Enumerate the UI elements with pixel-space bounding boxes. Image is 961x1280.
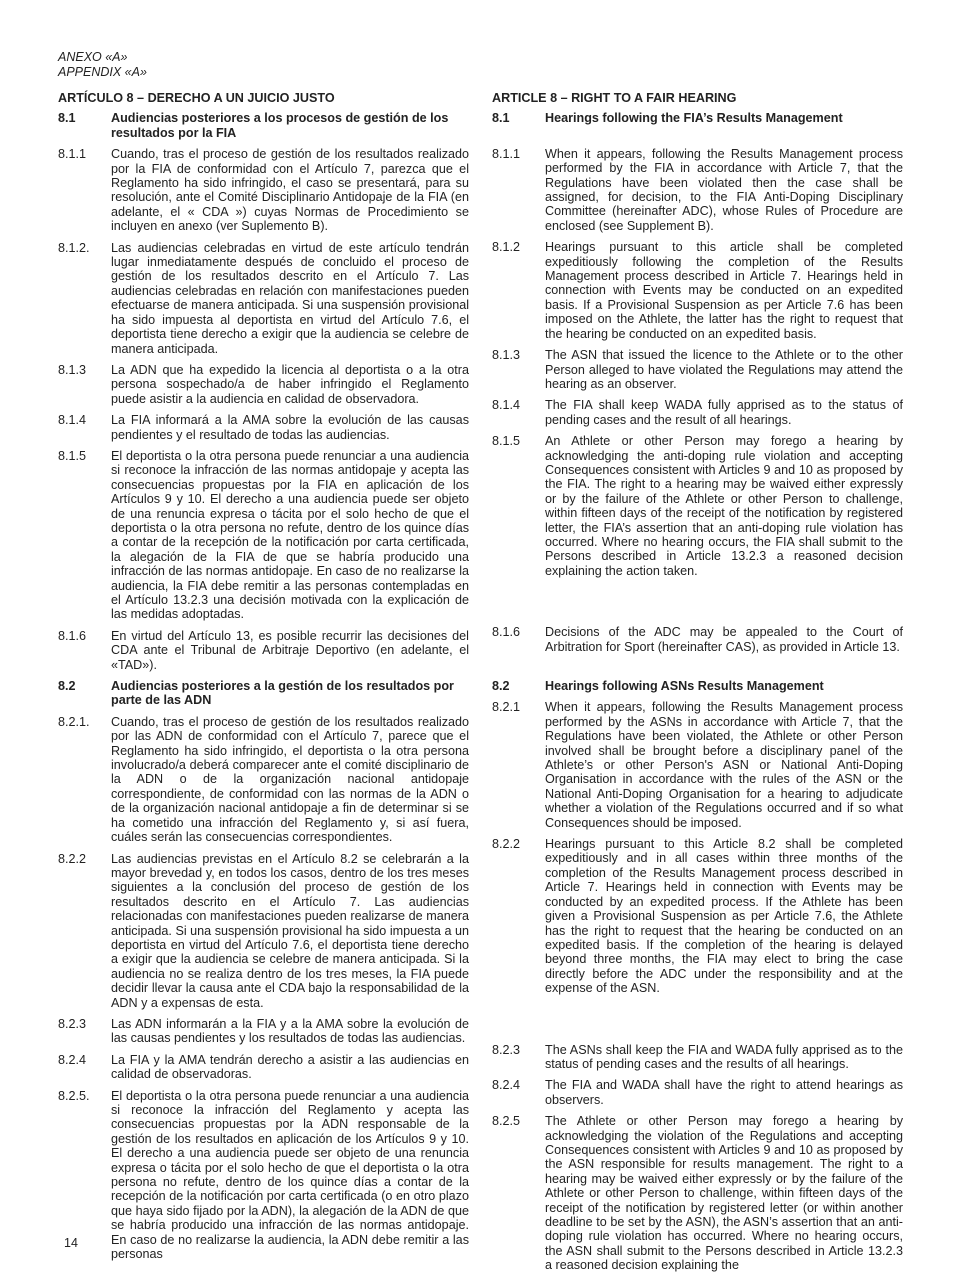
section-title: Hearings following ASNs Results Management: [545, 679, 824, 693]
paragraph-text: The ASNs shall keep the FIA and WADA fully apprised as to the status of pending cases and the results of all hearings.: [545, 1042, 903, 1071]
paragraph: [492, 348, 903, 391]
paragraph: [58, 852, 469, 1010]
paragraph-number: 8.2.1.: [58, 714, 90, 729]
paragraph: [58, 449, 469, 622]
paragraph-text: The FIA and WADA shall have the right to attend hearings as observers.: [545, 1078, 903, 1107]
section-number: 8.2: [58, 679, 76, 694]
paragraph-number: 8.2.1: [492, 700, 521, 715]
paragraph: [58, 413, 469, 442]
paragraph-text: Las audiencias celebradas en virtud de este artículo tendrán lugar inmediatamente después de concluido el proceso de gestión de los resultados descrito en el Artículo 7. Las audiencias celebradas en relación con manifestaciones pueden efectuarse de manera anticipada. Si una suspensión provisional ha sido impuesta al deportista en virtud del Artículo 7.6, el deportista tiene derecho a exigir que la audiencia se celebre de manera anticipada.: [111, 240, 469, 356]
paragraph-number: 8.2.5: [492, 1114, 521, 1129]
section-number: 8.1: [58, 111, 76, 126]
paragraph-number: 8.1.3: [58, 362, 87, 377]
paragraph-number: 8.1.4: [492, 398, 521, 413]
paragraph-number: 8.2.5.: [58, 1088, 90, 1103]
paragraph-text: When it appears, following the Results Management process performed by the ASNs in accordance with Article 7, that the Regulations have been violated, the Athlete or other Person involved shall be brought before a disciplinary panel of the Athlete’s or other Person's ASN or National Anti-Doping Organisation in accordance with the rules of the ASN or the National Anti-Doping Organisation for a hearing to adjudicate whether a violation of the Regulations occurred and if so what Consequences should be imposed.: [545, 700, 903, 830]
paragraph-number: 8.2.4: [58, 1052, 87, 1067]
paragraph-text: Las audiencias previstas en el Artículo 8.2 se celebrarán a la mayor brevedad y, en todos los casos, dentro de los tres meses siguientes a la conclusión del proceso de gestión de los resultados descrito en el Artículo 7. Las audiencias relacionadas con manifestaciones pueden realizarse de manera anticipada. Si una suspensión provisional ha sido impuesta a un deportista en virtud del Artículo 7.6, el deportista tiene derecho a exigir que la audiencia se celebre de manera anticipada. Si la audiencia no se realiza dentro de los tres meses, la FIA puede decidir llevar la causa ante el CDA bajo la responsabilidad de la ADN y a expensas de esta.: [111, 851, 469, 1010]
paragraph: [492, 837, 903, 995]
annex-label-es: ANEXO «A»: [58, 50, 128, 64]
paragraph-text: Cuando, tras el proceso de gestión de los resultados realizado por las ADN de conformidad con el Artículo 7, parece que el Reglamento ha sido infringido, el deportista o la otra persona involucrado/a deberá comparecer ante el comité disciplinario de la ADN o de la organización nacional antidopaje correspondiente, de conformidad con las normas de la ADN o de la organización nacional antidopaje a fin de determinar si se ha cometido una infracción del Reglamento y, si así fuera, cuáles serán las consecuencias correspondientes.: [111, 714, 469, 845]
spanish-column: [58, 91, 469, 1268]
paragraph-number: 8.2.2: [492, 837, 521, 852]
page-number: 14: [64, 1236, 78, 1250]
paragraph-text: La FIA y la AMA tendrán derecho a asistir a las audiencias en calidad de observadoras.: [111, 1052, 469, 1082]
paragraph-text: En virtud del Artículo 13, es posible recurrir las decisiones del CDA ante el Tribunal de Arbitraje Deportivo (en adelante, el «TAD»).: [111, 628, 469, 672]
paragraph: [58, 241, 469, 356]
paragraph-number: 8.1.6: [58, 628, 87, 643]
paragraph-number: 8.2.2: [58, 851, 87, 866]
paragraph-number: 8.1.2.: [58, 240, 90, 255]
paragraph-text: Hearings pursuant to this article shall be completed expeditiously following the completion of the Results Management process described in Article 7. Hearings held in connection with Events may be conducted on an expedited basis. If a Provisional Suspension as per Article 7.6 has been imposed on the Athlete, the latter has the right to request that the hearing be conducted on an expedited basis.: [545, 240, 903, 341]
paragraph-number: 8.1.1: [58, 147, 87, 162]
paragraph-number: 8.1.2: [492, 240, 521, 255]
paragraph-text: La ADN que ha expedido la licencia al deportista o a la otra persona sospechado/a de haber infringido el Reglamento puede asistir a la audiencia en calidad de observadora.: [111, 362, 469, 406]
paragraph-number: 8.1.5: [492, 434, 521, 449]
paragraph-text: Cuando, tras el proceso de gestión de los resultados realizado por la FIA de conformidad con el Artículo 7, parezca que el Reglamento ha sido infringido, el caso se presentará, para su resolución, ante el Comité Disciplinario Antidopaje de la FIA (en adelante, el « CDA ») cuyas Normas de Procedimiento se incluyen en anexo (ver Suplemento B).: [111, 147, 469, 234]
section-number: 8.1: [492, 111, 510, 126]
paragraph-number: 8.1.4: [58, 413, 87, 428]
paragraph-text: Decisions of the ADC may be appealed to the Court of Arbitration for Sport (hereinafter CAS), as provided in Article 13.: [545, 625, 903, 654]
paragraph: [58, 629, 469, 672]
paragraph: [58, 1053, 469, 1082]
paragraph: [58, 715, 469, 845]
paragraph-text: The FIA shall keep WADA fully apprised as to the status of pending cases and the result of all hearings.: [545, 398, 903, 427]
paragraph-text: The ASN that issued the licence to the Athlete or to the other Person alleged to have violated the Regulations may attend the hearing as an observer.: [545, 348, 903, 391]
paragraph-text: La FIA informará a la AMA sobre la evolución de las causas pendientes y el resultado de todas las audiencias.: [111, 413, 469, 442]
annex-header: [58, 50, 147, 79]
article-heading: ARTÍCULO 8 – DERECHO A UN JUICIO JUSTO: [58, 91, 335, 105]
section-title: Audiencias posteriores a la gestión de los resultados por parte de las ADN: [111, 679, 454, 708]
section-heading: [492, 111, 903, 125]
paragraph-number: 8.2.4: [492, 1078, 521, 1093]
section-heading: [58, 111, 469, 140]
paragraph-number: 8.1.3: [492, 348, 521, 363]
section-title: Audiencias posteriores a los procesos de gestión de los resultados por la FIA: [111, 111, 449, 140]
section-heading: [58, 679, 469, 708]
paragraph: [492, 1078, 903, 1107]
article-heading: ARTICLE 8 – RIGHT TO A FAIR HEARING: [492, 91, 737, 105]
paragraph-text: When it appears, following the Results Management process performed by the FIA in accordance with Article 7, that the Regulations have been violated then the case shall be assigned, for decision, to the FIA Anti-Doping Disciplinary Committee (hereinafter ADC), whose Rules of Procedure are enclosed (see Supplement B).: [545, 146, 903, 233]
paragraph: [58, 1017, 469, 1046]
paragraph-number: 8.1.6: [492, 625, 521, 640]
paragraph: [58, 363, 469, 406]
section-number: 8.2: [492, 679, 510, 693]
paragraph-text: El deportista o la otra persona puede renunciar a una audiencia si reconoce la infracción del Reglamento y acepta las consecuencias propuestas por la ADN responsable de la gestión de los resultados en aplicación de los Artículos 9 y 10. El derecho a una audiencia puede ser objeto de una renuncia expresa o tácita por el solo hecho de que el deportista o la otra persona no refute, dentro de los quince días a contar de la recepción de la notificación por carta certificada (o en otro plazo que haya sido fijado por la ADN), la alegación de la ADN de que se habría producido una infracción de las normas antidopaje. En caso de no realizarse la audiencia, la ADN debe remitir a las personas: [111, 1088, 469, 1262]
paragraph-number: 8.2.3: [492, 1042, 521, 1057]
section-heading: [492, 679, 903, 693]
paragraph: [492, 147, 903, 233]
paragraph-number: 8.1.5: [58, 448, 87, 463]
paragraph-number: 8.2.3: [58, 1016, 87, 1031]
paragraph-text: El deportista o la otra persona puede renunciar a una audiencia si reconoce la infracción de las normas antidopaje y acepta las consecuencias propuestas por la FIA en aplicación de los Artículos 9 y 10. El derecho a una audiencia puede ser objeto de una renuncia expresa o tácita por el solo hecho de que el deportista o la otra persona no refute, dentro de los quince días a contar de la recepción de la notificación por carta certificada, la alegación de la FIA de que se habría producido una infracción de las normas antidopaje. En caso de no realizarse la audiencia, la FIA debe remitir a las personas contempladas en el Artículo 13.2.3 una decisión motivada con la explicación de las medidas adoptadas.: [111, 448, 469, 622]
paragraph: [492, 240, 903, 341]
paragraph: [492, 700, 903, 830]
paragraph-text: Las ADN informarán a la FIA y a la AMA sobre la evolución de las causas pendientes y los resultados de todas las audiencias.: [111, 1016, 469, 1046]
section-title: Hearings following the FIA’s Results Management: [545, 111, 843, 126]
paragraph: [492, 434, 903, 578]
paragraph-text: Hearings pursuant to this Article 8.2 shall be completed expeditiously and in all cases within three months of the completion of the Results Management process described in Article 7. Hearings held in connection with Events may be conducted by an expedited process. If the Athlete has been given a Provisional Suspension as per Article 7.6, the Athlete has the right to request that the hearing be conducted on an expedited basis. If the completion of the hearing is delayed beyond three months, the FIA may elect to bring the case directly before the ADC under the responsibility and at the expense of the ASN.: [545, 837, 903, 996]
paragraph: [58, 147, 469, 233]
paragraph-text: An Athlete or other Person may forego a hearing by acknowledging the anti-doping rule violation and accepting Consequences consistent with Articles 9 and 10 as proposed by the FIA. The right to a hearing may be waived either expressly or by the failure of the Athlete or other Person to challenge, within fifteen days of the receipt of the notification by registered letter, the FIA’s assertion that an anti-doping rule violation has occurred. Where no hearing occurs, the FIA shall submit to the Persons described in Article 13.2.3 a reasoned decision explaining the action taken.: [545, 434, 903, 578]
english-column: [492, 91, 903, 1280]
annex-label-en: APPENDIX «A»: [58, 64, 147, 79]
paragraph-text: The Athlete or other Person may forego a hearing by acknowledging the violation of the Regulations and accepting Consequences consistent with Articles 9 and 10 as proposed by the ASN responsible for results management. The right to a hearing may be waived either expressly or by the failure of the Athlete or other Person to challenge, within fifteen days of the receipt of the notification by registered letter (or within another deadline to be set by the ASN), the ASN’s assertion that an anti-doping rule violation has occurred. Where no hearing occurs, the ASN shall submit to the Persons described in Article 13.2.3 a reasoned decision explaining the: [545, 1114, 903, 1273]
paragraph: [492, 1043, 903, 1072]
paragraph-number: 8.1.1: [492, 146, 521, 161]
paragraph: [492, 398, 903, 427]
paragraph: [492, 625, 903, 654]
paragraph: [58, 1089, 469, 1262]
paragraph: [492, 1114, 903, 1272]
